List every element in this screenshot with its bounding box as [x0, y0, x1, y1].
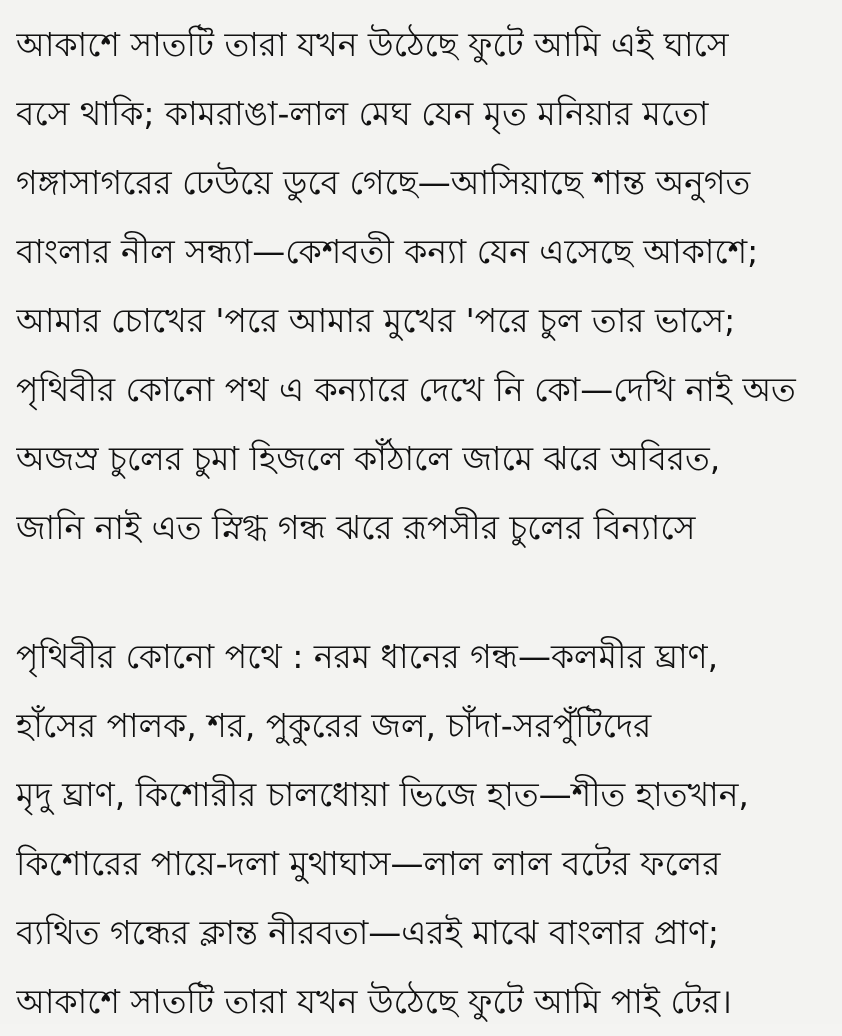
poem-line: অজস্র চুলের চুমা হিজলে কাঁঠালে জামে ঝরে অবিরত, — [16, 439, 721, 478]
poem-text — [16, 10, 831, 1036]
stanza-break — [16, 562, 831, 622]
poem-line: মৃদু ঘ্রাণ, কিশোরীর চালধোয়া ভিজে হাত—শীত হাতখান, — [16, 775, 749, 814]
poem-line: আমার চোখের 'পরে আমার মুখের 'পরে চুল তার ভাসে; — [16, 301, 736, 340]
poem-line: আকাশে সাতটি তারা যখন উঠেছে ফুটে আমি পাই টের। — [16, 982, 732, 1021]
poem-line: বসে থাকি; কামরাঙা-লাল মেঘ যেন মৃত মনিয়ার মতো — [16, 94, 709, 133]
stanza-2 — [16, 622, 831, 1036]
poem-line: পৃথিবীর কোনো পথে : নরম ধানের গন্ধ—কলমীর ঘ্রাণ, — [16, 637, 719, 676]
poem-line: কিশোরের পায়ে-দলা মুথাঘাস—লাল লাল বটের ফলের — [16, 844, 721, 883]
poem-line: ব্যথিত গন্ধের ক্লান্ত নীরবতা—এরই মাঝে বাংলার প্রাণ; — [16, 913, 720, 952]
poem-line: পৃথিবীর কোনো পথ এ কন্যারে দেখে নি কো—দেখি নাই অত — [16, 370, 796, 409]
poem-line: জানি নাই এত স্নিগ্ধ গন্ধ ঝরে রূপসীর চুলের বিন্যাসে — [16, 508, 696, 547]
poem-line: আকাশে সাতটি তারা যখন উঠেছে ফুটে আমি এই ঘাসে — [16, 25, 729, 64]
poem-line: হাঁসের পালক, শর, পুকুরের জল, চাঁদা-সরপুঁটিদের — [16, 706, 652, 745]
stanza-1 — [16, 10, 831, 562]
poem-line: বাংলার নীল সন্ধ্যা—কেশবতী কন্যা যেন এসেছে আকাশে; — [16, 232, 759, 271]
poem-line: গঙ্গাসাগরের ঢেউয়ে ডুবে গেছে—আসিয়াছে শান্ত অনুগত — [16, 163, 751, 202]
